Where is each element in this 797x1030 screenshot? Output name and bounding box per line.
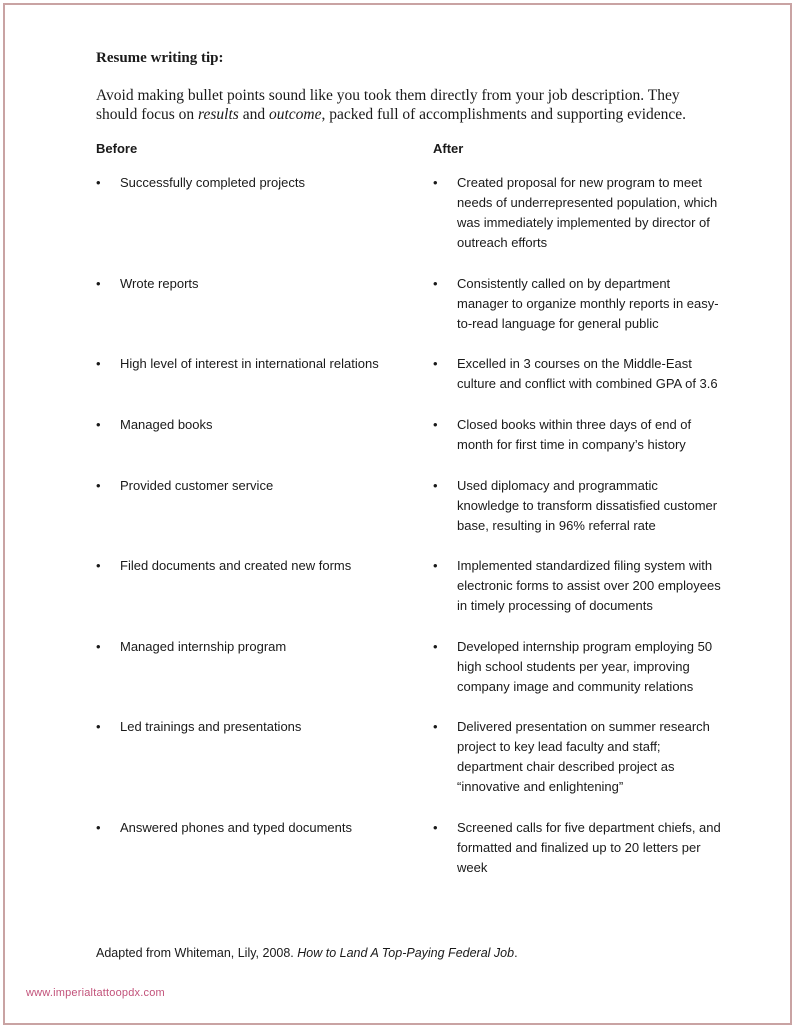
bullet-icon: •: [96, 417, 101, 432]
after-item-line: in timely processing of documents: [457, 598, 653, 613]
after-item-text: [457, 818, 727, 878]
intro-text: , packed full of accomplishments and supporting evidence.: [321, 106, 687, 123]
bullet-icon: •: [96, 820, 101, 835]
intro-text: and: [238, 106, 269, 123]
bullet-icon: •: [433, 276, 438, 291]
after-item-text: [457, 354, 727, 394]
after-item-text: [457, 637, 727, 697]
before-item-text: Led trainings and presentations: [120, 719, 302, 734]
source-citation: [96, 946, 518, 960]
after-item-line: needs of underrepresented population, which: [457, 195, 718, 210]
after-item-line: Developed internship program employing 50: [457, 639, 713, 654]
intro-line-2: [96, 105, 736, 124]
after-item-line: department chair described project as: [457, 759, 675, 774]
bullet-icon: •: [96, 478, 101, 493]
after-item-line: “innovative and enlightening”: [457, 779, 624, 794]
before-item-text: Wrote reports: [120, 276, 199, 291]
after-item-line: outreach efforts: [457, 235, 548, 250]
before-item-text: Successfully completed projects: [120, 175, 305, 190]
citation-suffix: .: [514, 946, 518, 960]
after-item-line: Created proposal for new program to meet: [457, 175, 702, 190]
after-item-text: [457, 476, 727, 536]
before-item-text: Answered phones and typed documents: [120, 820, 352, 835]
after-item-line: culture and conflict with combined GPA of 3.6: [457, 376, 718, 391]
after-item-text: [457, 173, 727, 253]
bullet-icon: •: [96, 175, 101, 190]
citation-prefix: Adapted from Whiteman, Lily, 2008.: [96, 946, 298, 960]
bullet-icon: •: [433, 175, 438, 190]
bullet-icon: •: [96, 558, 101, 573]
after-item-line: Consistently called on by department: [457, 276, 671, 291]
after-item-line: Screened calls for five department chiefs, and: [457, 820, 721, 835]
after-item-text: [457, 274, 727, 334]
before-item-text: Managed books: [120, 417, 213, 432]
after-item-line: week: [457, 860, 488, 875]
after-item-line: base, resulting in 96% referral rate: [457, 518, 656, 533]
intro-text: should focus on: [96, 106, 199, 123]
bullet-icon: •: [433, 478, 438, 493]
tip-title: Resume writing tip:: [96, 50, 224, 66]
bullet-icon: •: [96, 719, 101, 734]
after-item-line: Excelled in 3 courses on the Middle-East: [457, 356, 692, 371]
bullet-icon: •: [433, 417, 438, 432]
intro-results: results: [198, 106, 239, 123]
before-item-text: Managed internship program: [120, 639, 287, 654]
after-item-line: Implemented standardized filing system with: [457, 558, 713, 573]
citation-book-title: How to Land A Top-Paying Federal Job: [297, 946, 515, 960]
bullet-icon: •: [433, 558, 438, 573]
after-item-text: [457, 717, 727, 797]
before-item-text: Filed documents and created new forms: [120, 558, 352, 573]
after-item-text: [457, 415, 727, 455]
before-item-text: High level of interest in international relations: [120, 356, 379, 371]
intro-line-1: Avoid making bullet points sound like you took them directly from your job description. They: [96, 87, 680, 104]
after-item-line: Delivered presentation on summer research: [457, 719, 710, 734]
after-item-line: Used diplomacy and programmatic: [457, 478, 658, 493]
bullet-icon: •: [96, 639, 101, 654]
bullet-icon: •: [433, 639, 438, 654]
site-watermark: www.imperialtattoopdx.com: [26, 987, 165, 999]
after-item-text: [457, 556, 727, 616]
after-item-line: high school students per year, improving: [457, 659, 690, 674]
before-column-heading: Before: [96, 141, 138, 156]
after-item-line: was immediately implemented by director of: [457, 215, 710, 230]
bullet-icon: •: [96, 276, 101, 291]
bullet-icon: •: [433, 356, 438, 371]
after-column-heading: After: [433, 141, 464, 156]
after-item-line: manager to organize monthly reports in easy-: [457, 296, 719, 311]
after-item-line: month for first time in company’s history: [457, 437, 686, 452]
intro-paragraph: [96, 86, 736, 124]
after-item-line: company image and community relations: [457, 679, 694, 694]
after-item-line: formatted and finalized up to 20 letters per: [457, 840, 701, 855]
after-item-line: electronic forms to assist over 200 employees: [457, 578, 721, 593]
bullet-icon: •: [96, 356, 101, 371]
after-item-line: project to key lead faculty and staff;: [457, 739, 661, 754]
after-item-line: knowledge to transform dissatisfied customer: [457, 498, 718, 513]
after-item-line: Closed books within three days of end of: [457, 417, 692, 432]
bullet-icon: •: [433, 820, 438, 835]
after-item-line: to-read language for general public: [457, 316, 659, 331]
before-item-text: Provided customer service: [120, 478, 274, 493]
intro-outcome: outcome: [268, 106, 322, 123]
bullet-icon: •: [433, 719, 438, 734]
